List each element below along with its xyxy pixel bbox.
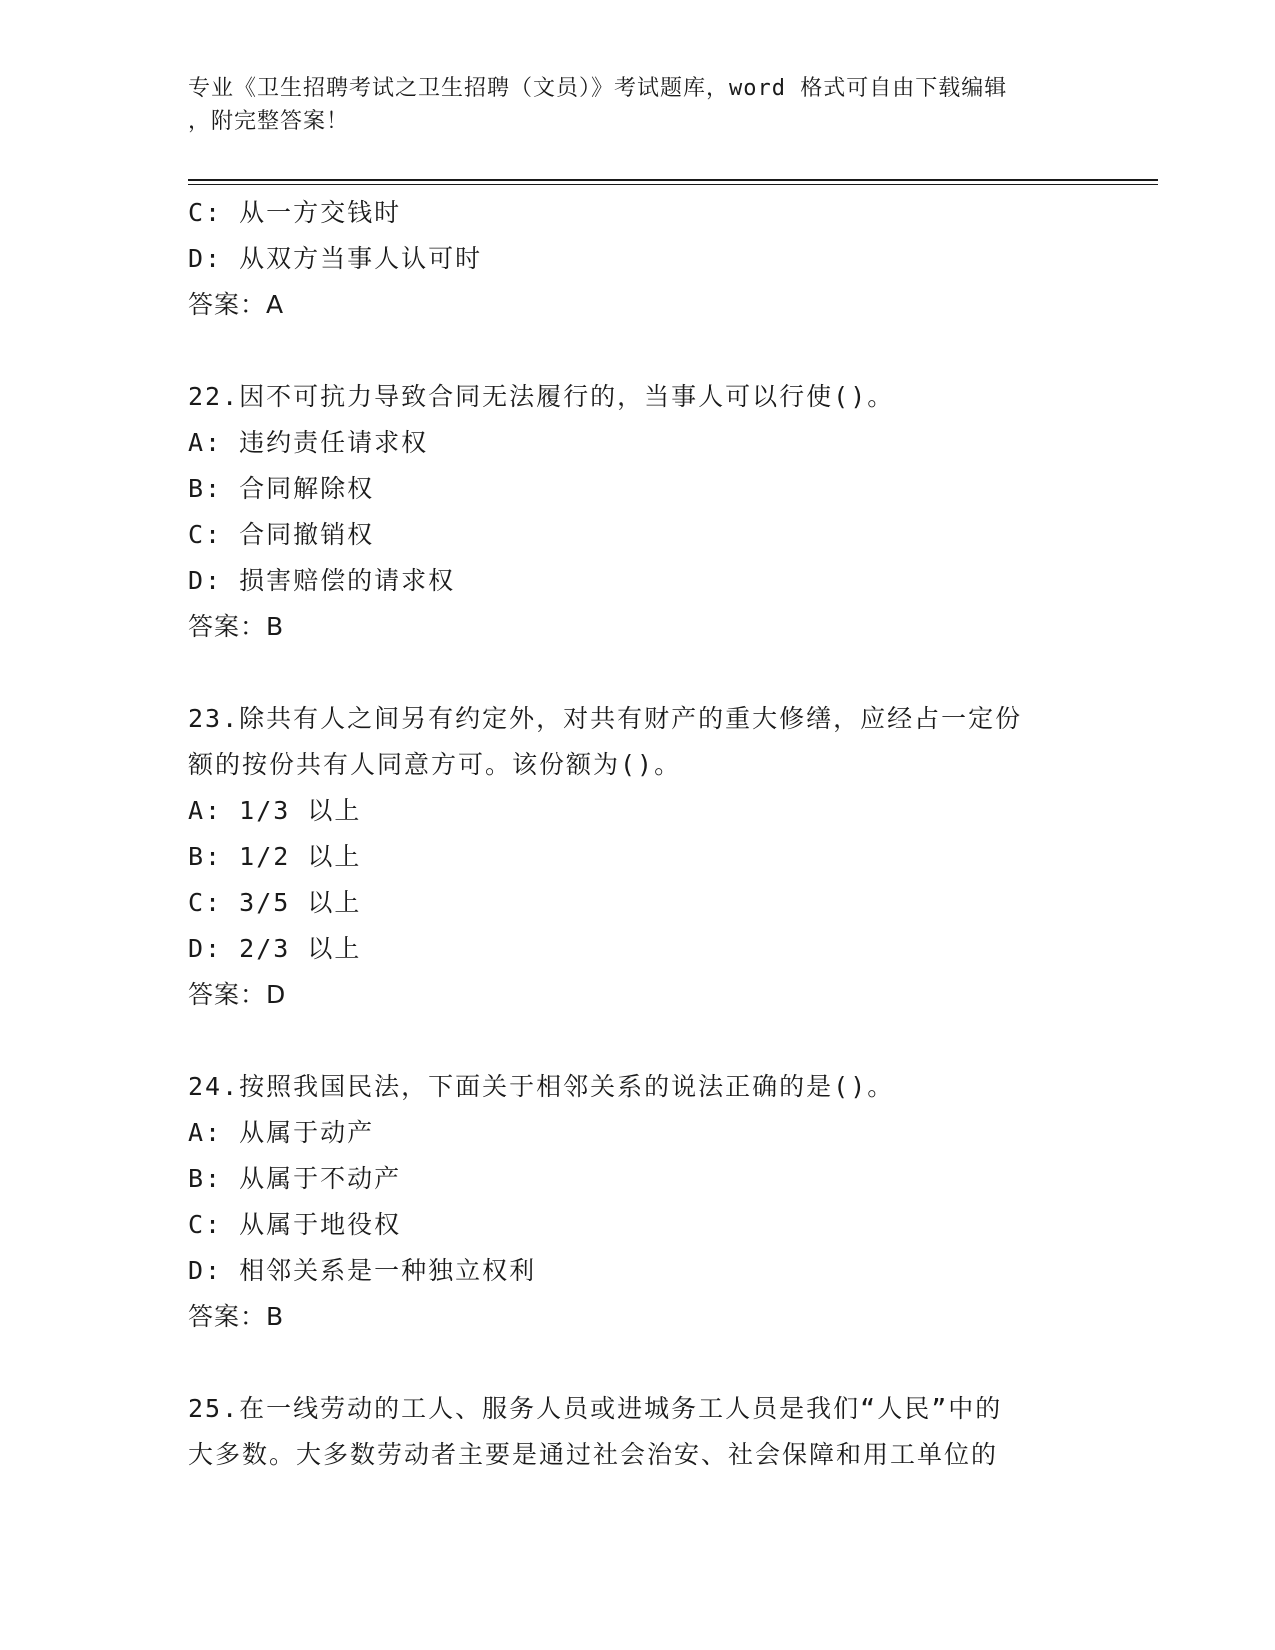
header-divider-thick	[188, 179, 1158, 181]
question-23	[188, 696, 1088, 1018]
option-c: C: 合同撤销权	[188, 520, 375, 549]
option-d: D: 2/3 以上	[188, 934, 362, 963]
spacer	[188, 328, 1088, 374]
question-stem-line-1: 25.在一线劳动的工人、服务人员或进城务工人员是我们“人民”中的	[188, 1394, 1003, 1423]
question-21-continued	[188, 190, 1088, 328]
option-a: A: 从属于动产	[188, 1118, 375, 1147]
question-25	[188, 1386, 1088, 1478]
option-b: B: 从属于不动产	[188, 1164, 402, 1193]
option-a: A: 违约责任请求权	[188, 428, 429, 457]
spacer	[188, 1340, 1088, 1386]
option-b: B: 1/2 以上	[188, 842, 362, 871]
question-stem: 22.因不可抗力导致合同无法履行的，当事人可以行使()。	[188, 382, 895, 411]
option-c: C: 从属于地役权	[188, 1210, 402, 1239]
answer-line: 答案：B	[188, 612, 285, 641]
option-d: D: 损害赔偿的请求权	[188, 566, 456, 595]
question-stem: 24.按照我国民法，下面关于相邻关系的说法正确的是()。	[188, 1072, 895, 1101]
option-d: D: 从双方当事人认可时	[188, 244, 483, 273]
option-a: A: 1/3 以上	[188, 796, 362, 825]
answer-line: 答案：A	[188, 290, 285, 319]
option-c: C: 从一方交钱时	[188, 198, 402, 227]
question-stem-line-2: 额的按份共有人同意方可。该份额为()。	[188, 750, 682, 779]
question-list	[188, 190, 1088, 1478]
question-stem-line-2: 大多数。大多数劳动者主要是通过社会治安、社会保障和用工单位的	[188, 1440, 999, 1469]
header-line-1: 专业《卫生招聘考试之卫生招聘（文员）》考试题库，word 格式可自由下载编辑	[188, 76, 1008, 101]
spacer	[188, 1018, 1088, 1064]
header-line-2: ，附完整答案！	[188, 109, 350, 134]
option-b: B: 合同解除权	[188, 474, 375, 503]
answer-line: 答案：B	[188, 1302, 285, 1331]
question-24	[188, 1064, 1088, 1340]
header-divider-thin	[188, 184, 1158, 185]
question-stem-line-1: 23.除共有人之间另有约定外，对共有财产的重大修缮，应经占一定份	[188, 704, 1023, 733]
option-d: D: 相邻关系是一种独立权利	[188, 1256, 537, 1285]
question-22	[188, 374, 1088, 650]
option-c: C: 3/5 以上	[188, 888, 362, 917]
answer-line: 答案：D	[188, 980, 287, 1009]
document-header	[188, 72, 1088, 138]
spacer	[188, 650, 1088, 696]
